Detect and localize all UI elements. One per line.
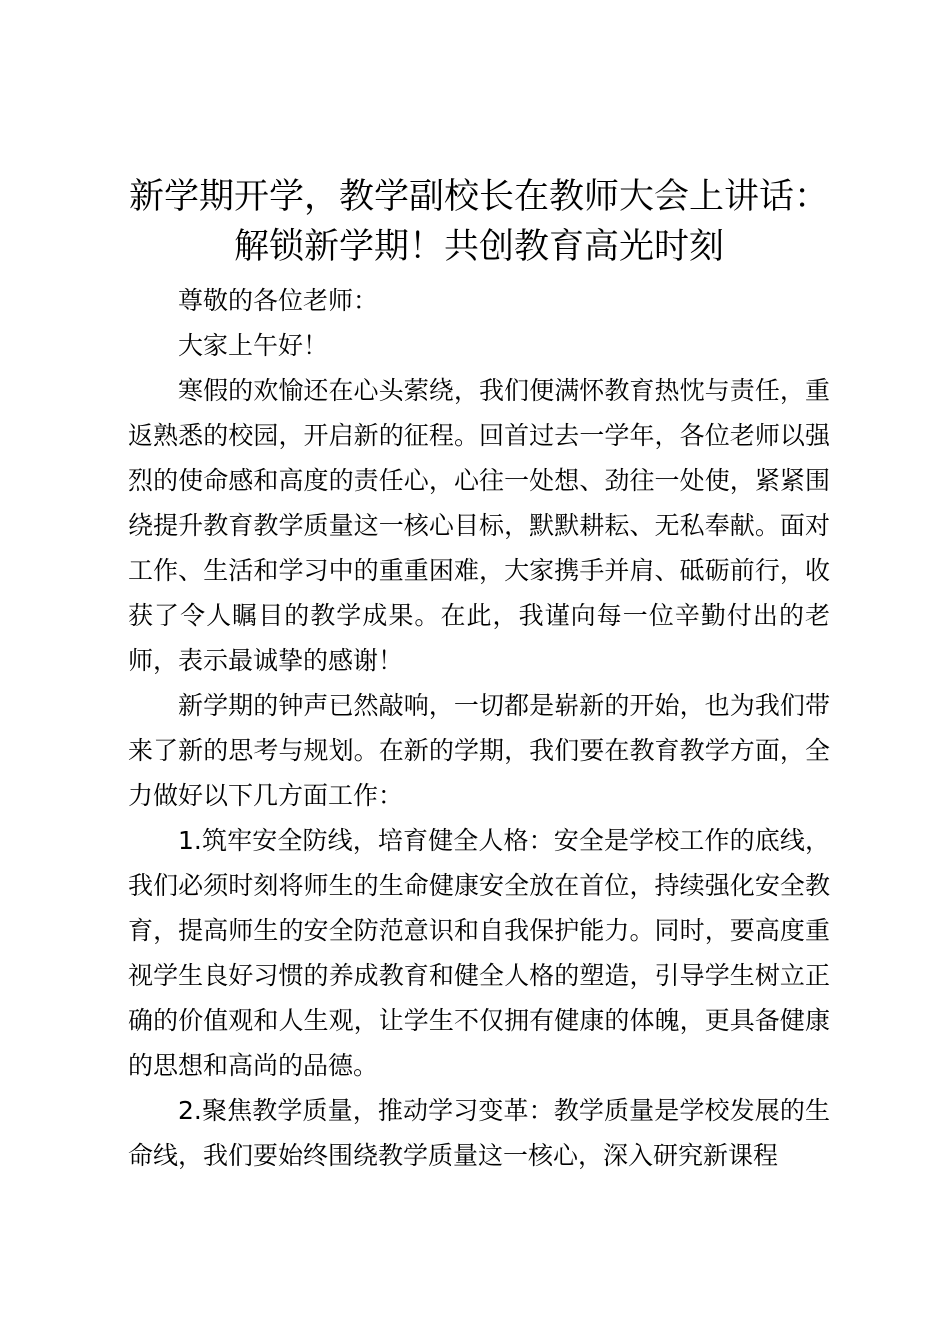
document-title	[120, 172, 838, 272]
greeting: 大家上午好！	[178, 331, 329, 360]
paragraph-plan: 新学期的钟声已然敲响，一切都是崭新的开始，也为我们带来了新的思考与规划。在新的学期，我们要在教育教学方面，全力做好以下几方面工作：	[128, 691, 830, 810]
paragraph-item-2: 2.聚焦教学质量，推动学习变革：教学质量是学校发展的生命线，我们要始终围绕教学质量这一核心，深入研究新课程	[128, 1096, 830, 1170]
title-line-2: 解锁新学期！共创教育高光时刻	[233, 227, 724, 267]
paragraph-item-1: 1.筑牢安全防线，培育健全人格：安全是学校工作的底线，我们必须时刻将师生的生命健康安全放在首位，持续强化安全教育，提高师生的安全防范意识和自我保护能力。同时，要高度重视学生良好习惯的养成教育和健全人格的塑造，引导学生树立正确的价值观和人生观，让学生不仅拥有健康的体魄，更具备健康的思想和高尚的品德。	[128, 826, 830, 1080]
document-page	[128, 172, 830, 1178]
title-line-1: 新学期开学，教学副校长在教师大会上讲话：	[128, 177, 829, 217]
paragraph-intro: 寒假的欢愉还在心头萦绕，我们便满怀教育热忱与责任，重返熟悉的校园，开启新的征程。回首过去一学年，各位老师以强烈的使命感和高度的责任心，心往一处想、劲往一处使，紧紧围绕提升教育教学质量这一核心目标，默默耕耘、无私奉献。面对工作、生活和学习中的重重困难，大家携手并肩、砥砺前行，收获了令人瞩目的教学成果。在此，我谨向每一位辛勤付出的老师，表示最诚挚的感谢！	[128, 376, 830, 675]
salutation: 尊敬的各位老师：	[178, 286, 379, 315]
